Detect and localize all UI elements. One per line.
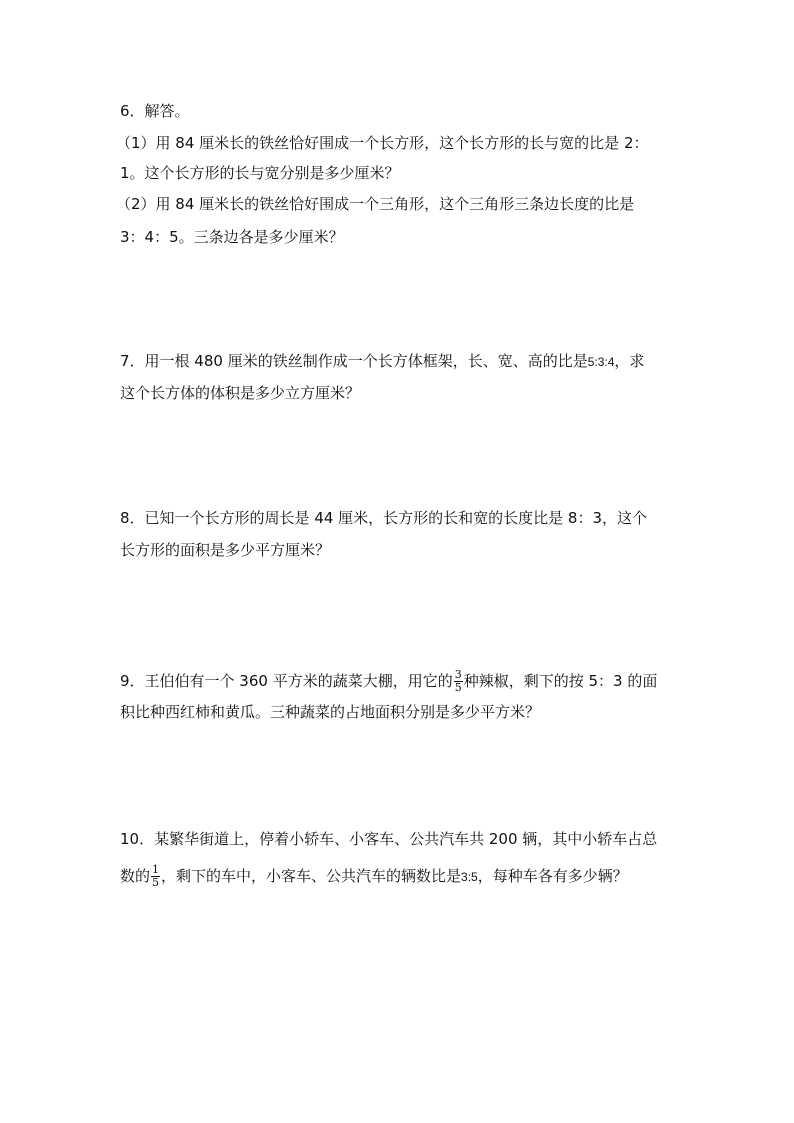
q9-fraction-denominator: 5: [454, 681, 462, 694]
q10-fraction-numerator: 1: [152, 863, 160, 876]
q7-line1: [120, 351, 680, 372]
q6-part2-line1: （2）用 84 厘米长的铁丝恰好围成一个三角形，这个三角形三条边长度的比是: [116, 195, 635, 213]
q6-part1-line2: 1。这个长方形的长与宽分别是多少厘米？: [120, 164, 400, 182]
q7-text-end: ，求: [614, 352, 645, 370]
q10-text-end: ，每种车各有多少辆？: [477, 867, 628, 885]
q10-fraction-denominator: 5: [152, 876, 160, 889]
q6-part1-line1: （1）用 84 厘米长的铁丝恰好围成一个长方形，这个长方形的长与宽的比是 2：: [116, 134, 649, 152]
q9-text: 9．王伯伯有一个 360 平方米的蔬菜大棚，用它的: [120, 672, 453, 690]
q9-line2: 积比种西红柿和黄瓜。三种蔬菜的占地面积分别是多少平方米？: [120, 703, 541, 721]
q8-line1: 8．已知一个长方形的周长是 44 厘米，长方形的长和宽的长度比是 8：3，这个: [120, 509, 648, 527]
q7-line2: 这个长方体的体积是多少立方厘米？: [120, 384, 361, 402]
q10-text: 数的: [120, 867, 151, 885]
q10-fraction: [151, 864, 160, 889]
q10-text-mid: ，剩下的车中，小客车、公共汽车的辆数比是: [161, 867, 462, 885]
q10-ratio: 3:5: [461, 870, 478, 884]
q9-line1: [120, 669, 680, 694]
q8-line2: 长方形的面积是多少平方厘米？: [120, 541, 331, 559]
q9-text-end: 种辣椒，剩下的按 5：3 的面: [463, 672, 658, 690]
q7-text: 7．用一根 480 厘米的铁丝制作成一个长方体框架，长、宽、高的比是: [120, 352, 588, 370]
q6-part2-line2: 3：4：5。三条边各是多少厘米？: [120, 228, 344, 246]
q10-line1: 10．某繁华街道上，停着小轿车、小客车、公共汽车共 200 辆，其中小轿车占总: [120, 830, 658, 848]
q9-fraction: [454, 669, 463, 694]
q10-line2: [120, 864, 680, 889]
q9-fraction-numerator: 3: [454, 668, 462, 681]
q7-ratio: 5:3:4: [587, 355, 615, 369]
q6-title: 6．解答。: [120, 102, 190, 120]
